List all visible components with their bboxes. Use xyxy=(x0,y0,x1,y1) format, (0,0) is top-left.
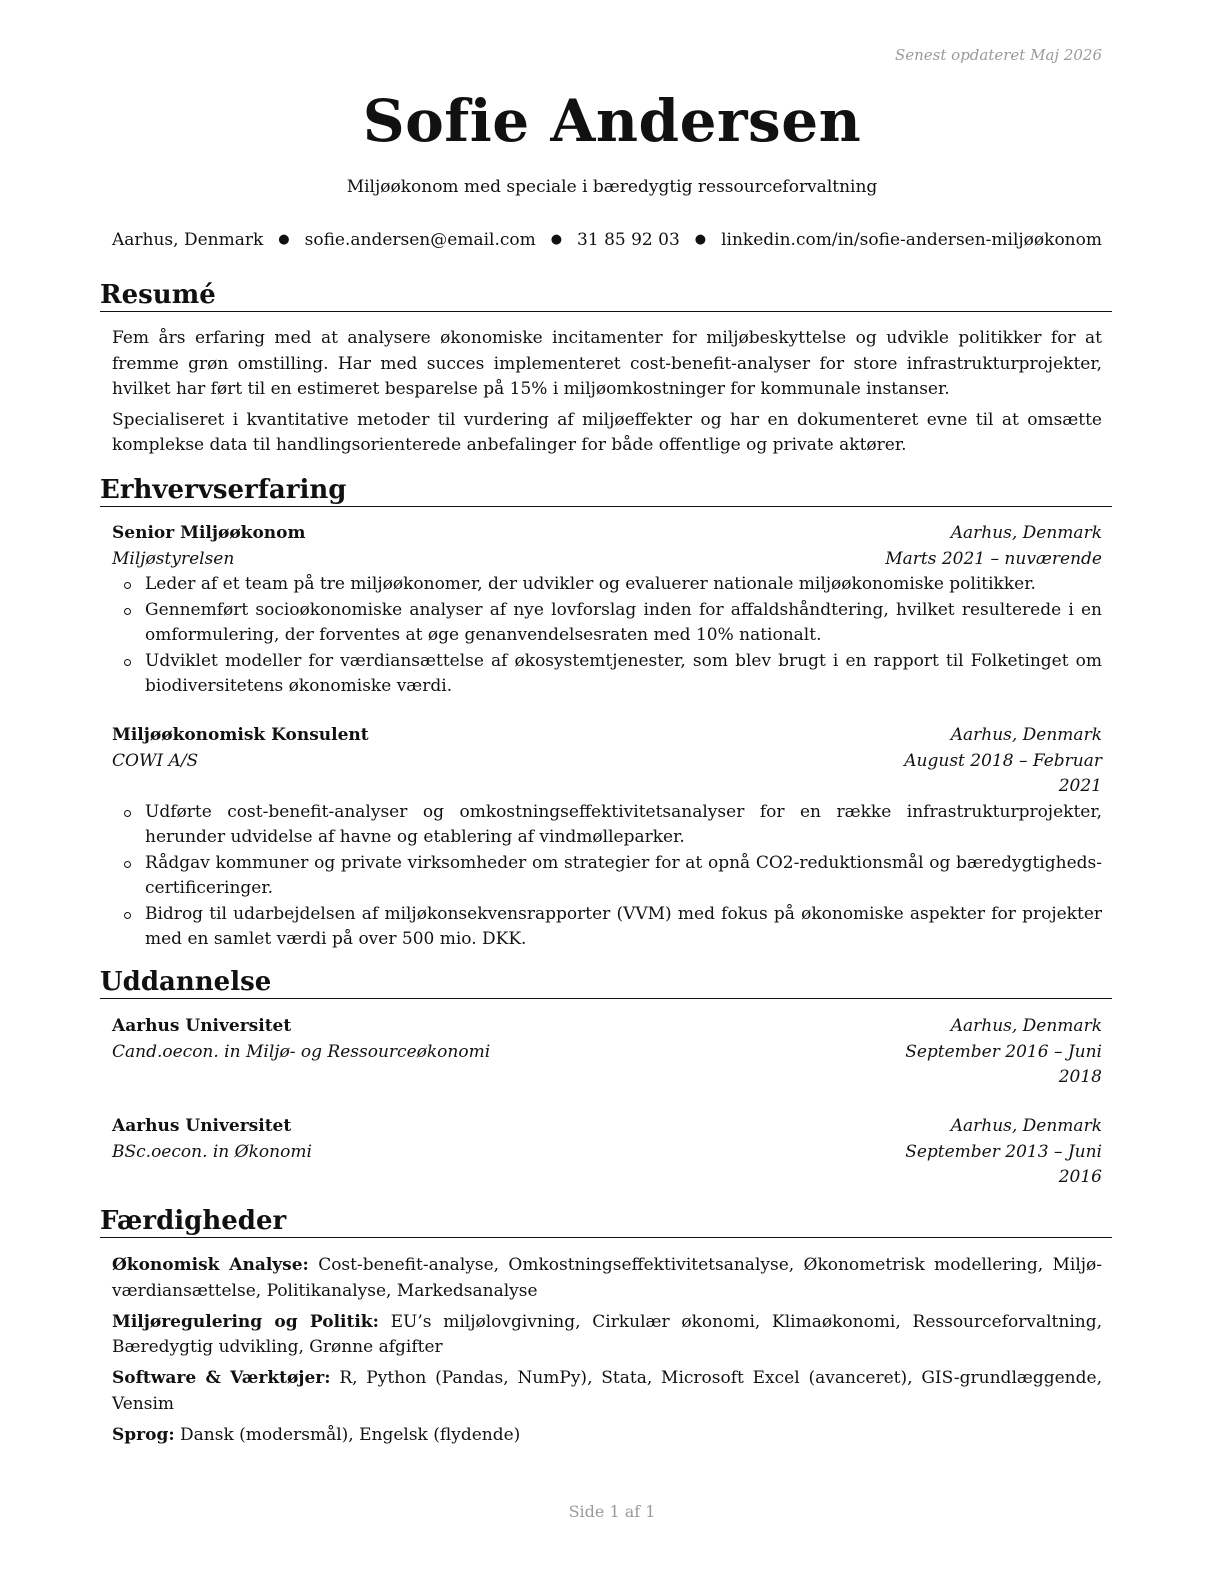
education-dates: September 2016 – Juni 2018 xyxy=(905,1041,1102,1087)
bullet-separator-icon: ● xyxy=(278,232,290,247)
skill-label: Miljøregulering og Politik: xyxy=(112,1311,379,1332)
education-dates: September 2013 – Juni 2016 xyxy=(905,1141,1102,1187)
circle-bullet-icon xyxy=(124,861,131,868)
skill-text: Cost-benefit-analyse, Omkostningseffektivitetsanalyse, Økonometrisk modellering, Miljø-værdiansættelse, Politikanalyse, Markedsanalyse xyxy=(112,1255,1103,1301)
summary-paragraph: Specialiseret i kvantitative metoder til vurdering af miljøeffekter og har en dokumenteret evne til at omsætte komplekse data til handlingsorienterede anbefalinger for både offentlige og private aktører. xyxy=(112,409,1102,455)
job-bullets xyxy=(112,800,1102,953)
job-role: Senior Miljøøkonom xyxy=(112,523,306,543)
job-role: Miljøøkonomisk Konsulent xyxy=(112,725,369,745)
job-entry xyxy=(112,723,1102,953)
skill-row xyxy=(112,1366,1102,1417)
job-location: Aarhus, Denmark xyxy=(950,523,1102,543)
education-location: Aarhus, Denmark xyxy=(950,1016,1102,1036)
education-entry xyxy=(112,1014,1102,1091)
skill-text: Dansk (modersmål), Engelsk (flydende) xyxy=(180,1424,521,1445)
skill-row xyxy=(112,1310,1102,1361)
education-school: Aarhus Universitet xyxy=(112,1016,292,1036)
summary-section xyxy=(112,326,1102,464)
job-dates: Marts 2021 – nuværende xyxy=(885,548,1102,569)
skill-text: R, Python (Pandas, NumPy), Stata, Microsoft Excel (avanceret), GIS-grundlæggende, Vensim xyxy=(112,1368,1102,1414)
circle-bullet-icon xyxy=(124,582,131,589)
contact-location: Aarhus, Denmark xyxy=(112,230,264,250)
last-updated: Senest opdateret Maj 2026 xyxy=(894,46,1102,64)
circle-bullet-icon xyxy=(124,608,131,615)
page-number: Side 1 af 1 xyxy=(568,1502,656,1521)
circle-bullet-icon xyxy=(124,912,131,919)
skill-label: Sprog: xyxy=(112,1424,175,1445)
skill-label: Software & Værktøjer: xyxy=(112,1368,331,1388)
candidate-name: Sofie Andersen xyxy=(362,87,862,155)
job-bullets xyxy=(112,572,1102,700)
list-item xyxy=(112,598,1102,649)
bullet-text: Gennemført socioøkonomiske analyser af nye lovforslag inden for affaldshåndtering, hvilket resulterede i en omformulering, der forventes at øge genanvendelsesraten med 10% nationalt. xyxy=(145,599,1102,645)
education-location: Aarhus, Denmark xyxy=(950,1116,1102,1136)
skill-label: Økonomisk Analyse: xyxy=(112,1255,309,1275)
list-item xyxy=(112,649,1102,700)
job-entry xyxy=(112,521,1102,700)
bullet-text: Rådgav kommuner og private virksomheder om strategier for at opnå CO2-reduktionsmål og bæredygtigheds-certificeringer. xyxy=(145,852,1102,898)
job-dates: August 2018 – Februar 2021 xyxy=(904,750,1102,796)
skill-row xyxy=(112,1423,1102,1449)
summary-paragraph: Fem års erfaring med at analysere økonomiske incitamenter for miljøbeskyttelse og udvikle politikker for at fremme grøn omstilling. Har med succes implementeret cost-benefit-analyser for store infrastrukturprojekter, hvilket har ført til en estimeret besparelse på 15% i miljøomkostninger for kommunale instanser. xyxy=(112,328,1102,399)
skill-text: EU’s miljølovgivning, Cirkulær økonomi, Klimaøkonomi, Ressourceforvaltning, Bæredygtig udvikling, Grønne afgifter xyxy=(112,1311,1102,1357)
bullet-separator-icon: ● xyxy=(694,232,707,247)
section-title-experience: Erhvervserfaring xyxy=(100,475,1112,507)
list-item xyxy=(112,800,1102,851)
circle-bullet-icon xyxy=(124,659,131,666)
section-title-summary: Resumé xyxy=(100,280,1112,312)
education-degree: Cand.oecon. in Miljø- og Ressourceøkonomi xyxy=(112,1041,491,1062)
bullet-text: Leder af et team på tre miljøøkonomer, der udvikler og evaluerer nationale miljøøkonomiske politikker. xyxy=(145,574,1036,594)
education-school: Aarhus Universitet xyxy=(112,1116,292,1136)
tagline: Miljøøkonom med speciale i bæredygtig ressourceforvaltning xyxy=(346,177,878,197)
contact-linkedin[interactable]: linkedin.com/in/sofie-andersen-miljøøkonom xyxy=(721,230,1102,250)
job-organization: COWI A/S xyxy=(112,750,199,771)
list-item xyxy=(112,902,1102,953)
circle-bullet-icon xyxy=(124,810,131,817)
section-title-skills: Færdigheder xyxy=(100,1206,1112,1238)
bullet-separator-icon: ● xyxy=(550,232,563,247)
contact-line xyxy=(112,229,1102,251)
skills-section xyxy=(112,1253,1102,1454)
contact-email[interactable]: sofie.andersen@email.com xyxy=(304,230,536,250)
skill-row xyxy=(112,1253,1102,1304)
list-item xyxy=(112,572,1102,598)
job-organization: Miljøstyrelsen xyxy=(112,548,235,569)
bullet-text: Udviklet modeller for værdiansættelse af økosystemtjenester, som blev brugt i en rapport til Folketinget om biodiversitetens økonomiske værdi. xyxy=(145,650,1102,696)
contact-phone: 31 85 92 03 xyxy=(577,230,680,250)
education-degree: BSc.oecon. in Økonomi xyxy=(112,1141,312,1162)
list-item xyxy=(112,851,1102,902)
bullet-text: Udførte cost-benefit-analyser og omkostningseffektivitetsanalyser for en række infrastrukturprojekter, herunder udvidelse af havne og etablering af vindmølleparker. xyxy=(145,801,1102,847)
education-entry xyxy=(112,1114,1102,1191)
bullet-text: Bidrog til udarbejdelsen af miljøkonsekvensrapporter (VVM) med fokus på økonomiske aspekter for projekter med en samlet værdi på over 500 mio. DKK. xyxy=(145,903,1102,949)
section-title-education: Uddannelse xyxy=(100,967,1112,999)
job-location: Aarhus, Denmark xyxy=(950,725,1102,745)
